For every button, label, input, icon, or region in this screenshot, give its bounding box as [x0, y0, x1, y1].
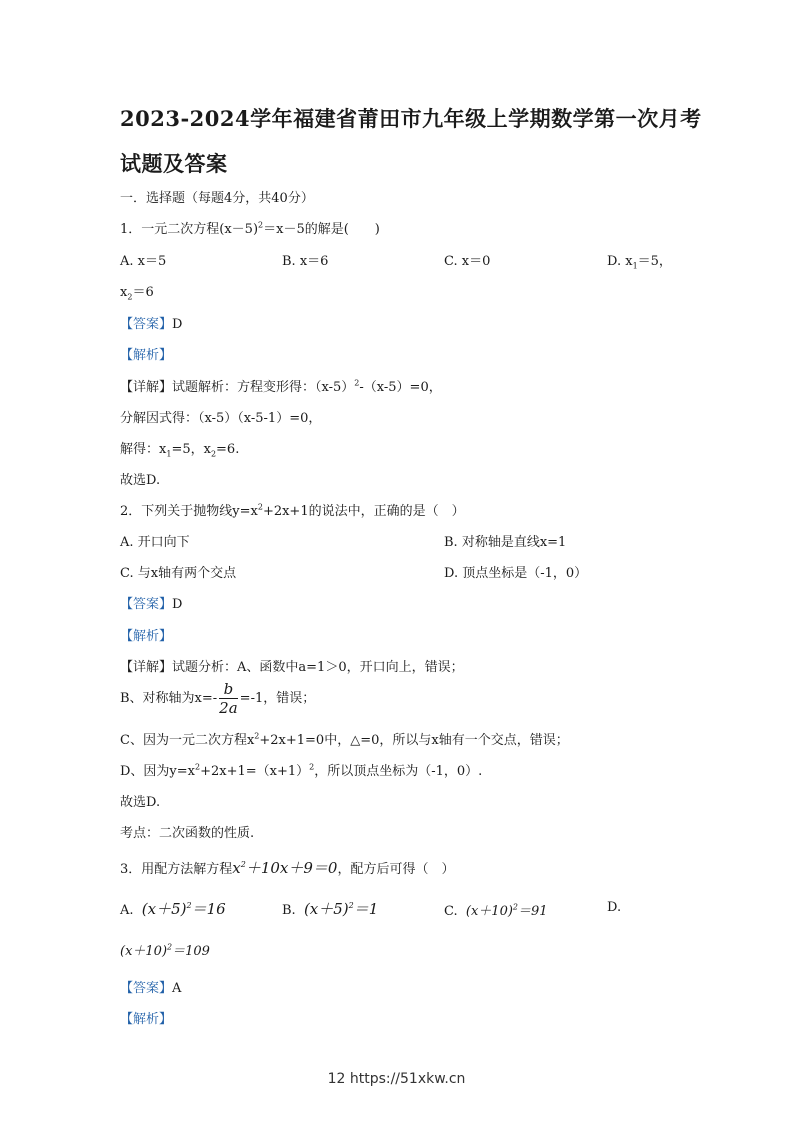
q2-answer: 【答案】D [120, 597, 183, 612]
page-footer: 12 https://51xkw.cn [327, 1071, 466, 1087]
q1-detail-2: 分解因式得：（x-5）（x-5-1）=0， [120, 411, 322, 426]
q1-analysis: 【解析】 [120, 348, 173, 363]
fraction-b-over-2a: $\frac{b}{2a}$ [219, 680, 238, 717]
q1-option-a: A. x＝5 [120, 254, 167, 269]
document-title-line1: 2023-2024学年福建省莆田市九年级上学期数学第一次月考 [120, 106, 702, 131]
q2-option-b: B. 对称轴是直线x=1 [444, 535, 567, 550]
q2-note: 考点：二次函数的性质. [120, 826, 255, 841]
q3-option-d-cont: $(x+10)^2=109$ [120, 942, 210, 959]
q3-stem: 3．用配方法解方程$x^2+10x+9=0$，配方后可得（ ） [120, 859, 455, 877]
q2-detail-4: D、因为$y=x^2+2x+1=(x+1)^2$，所以顶点坐标为（-1，0）. [120, 762, 483, 779]
q1-option-c: C. x＝0 [444, 254, 491, 269]
q2-conclusion: 故选D. [120, 795, 161, 810]
q3-option-d: D. [607, 900, 622, 915]
q1-conclusion: 故选D. [120, 473, 161, 488]
q3-option-c: C. $(x+10)^2=91$ [444, 902, 548, 919]
q2-detail-3: C、因为一元二次方程$x^2+2x+1=0$中，△=0，所以与x轴有一个交点，错误； [120, 731, 569, 748]
q1-stem: 1．一元二次方程$(x-5)^2=x-5$的解是( ) [120, 220, 380, 237]
q3-option-a: A. $(x+5)^2=16$ [120, 900, 226, 918]
q2-stem: 2．下列关于抛物线$y=x^2+2x+1$的说法中，正确的是（ ） [120, 502, 465, 519]
q1-option-d-cont: $x_2=6$ [120, 285, 154, 302]
q1-detail-1: 【详解】试题解析：方程变形得：$(x-5)^2-(x-5)=0$， [120, 378, 442, 395]
q3-option-b: B. $(x+5)^2=1$ [282, 900, 379, 918]
q3-analysis: 【解析】 [120, 1012, 173, 1027]
q2-detail-2: B、对称轴为x=- $\frac{b}{2a}$ =-1，错误； [120, 680, 316, 717]
document-title-line2: 试题及答案 [120, 151, 228, 176]
q1-detail-3: 解得：$x_1=5$，$x_2=6$. [120, 442, 240, 459]
q2-detail-1: 【详解】试题分析：A、函数中a=1＞0，开口向上，错误； [120, 660, 464, 675]
q3-answer: 【答案】A [120, 981, 182, 996]
q2-option-a: A. 开口向下 [120, 535, 190, 550]
q2-option-d: D. 顶点坐标是（-1，0） [444, 566, 588, 581]
q1-option-b: B. x＝6 [282, 254, 329, 269]
q1-option-d: D. $x_1=5$， [607, 254, 672, 271]
q2-option-c: C. 与x轴有两个交点 [120, 566, 237, 581]
section-heading: 一．选择题（每题4分，共40分） [120, 191, 314, 206]
q2-analysis: 【解析】 [120, 629, 173, 644]
q1-answer: 【答案】D [120, 317, 183, 332]
